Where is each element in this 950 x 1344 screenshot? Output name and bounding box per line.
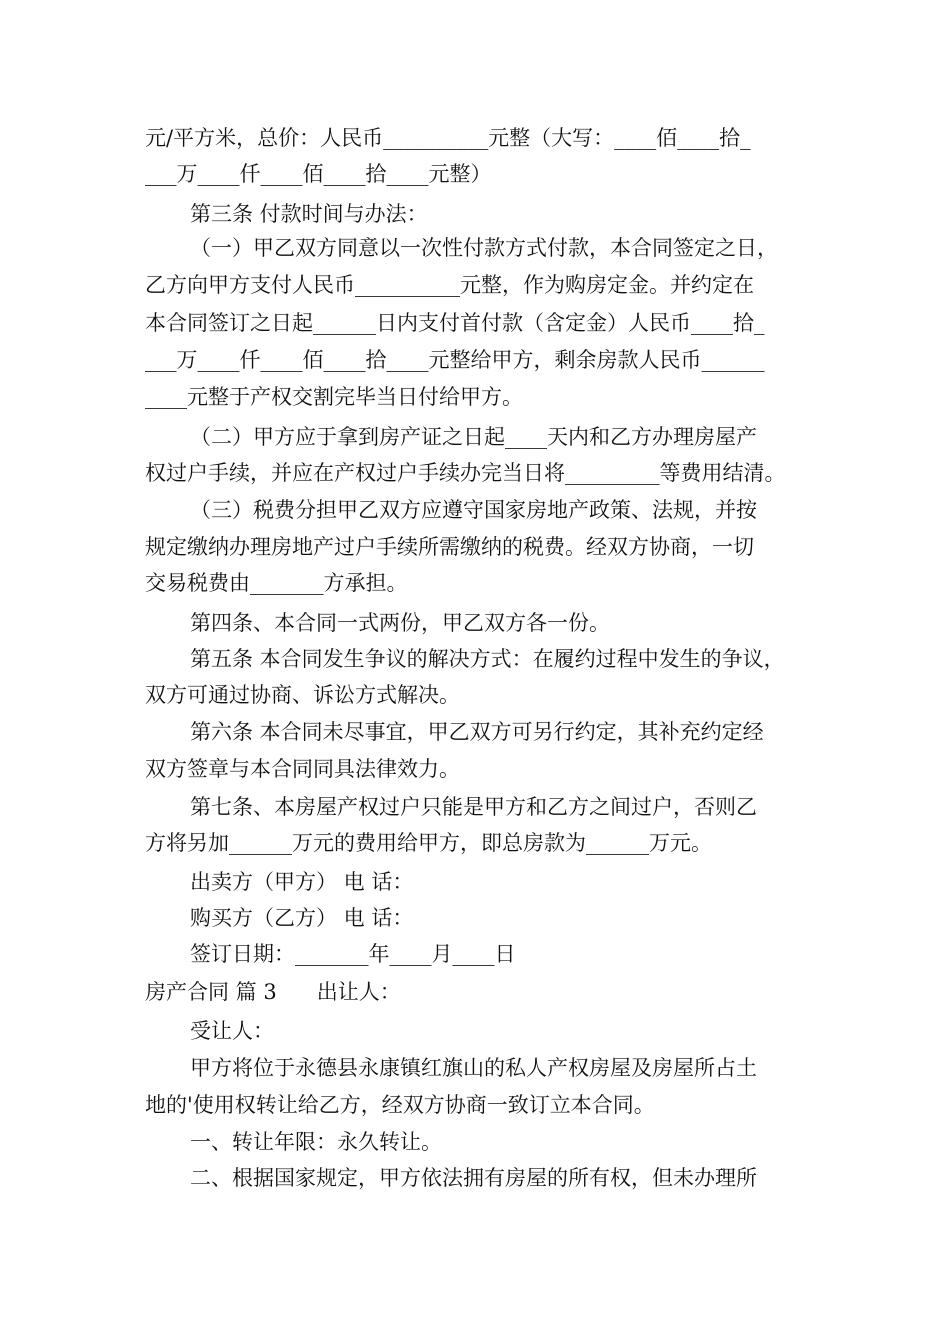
text-line: 甲方将位于永德县永康镇红旗山的私人产权房屋及房屋所占土 — [190, 1056, 757, 1080]
clause-heading: 第五条 本合同发生争议的解决方式：在履约过程中发生的争议， — [190, 647, 785, 671]
seller-signature-line: 出卖方（甲方） 电 话： — [190, 870, 414, 894]
text-line: 规定缴纳办理房地产过户手续所需缴纳的税费。经双方协商，一切 — [145, 535, 754, 559]
text-line: 元/平方米，总价：人民币__________元整（大写：____佰____拾_ — [145, 126, 751, 150]
text-line: ___万____仟____佰____拾____元整给甲方，剩余房款人民币______ — [145, 348, 765, 372]
text-line: 交易税费由_______方承担。 — [145, 571, 408, 595]
assignee-line: 受让人： — [190, 1019, 274, 1043]
text-line: （二）甲方应于拿到房产证之日起____天内和乙方办理房屋产 — [190, 425, 757, 449]
text-line: 方将另加______万元的费用给甲方，即总房款为______万元。 — [145, 831, 712, 855]
clause-heading: 一、转让年限：永久转让。 — [190, 1130, 442, 1154]
section-heading: 房产合同 篇 3 出让人： — [145, 980, 401, 1004]
text-line: 本合同签订之日起______日内支付首付款（含定金）人民币____拾_ — [145, 311, 765, 335]
buyer-signature-line: 购买方（乙方） 电 话： — [190, 906, 414, 930]
text-line: （三）税费分担甲乙双方应遵守国家房地产政策、法规，并按 — [190, 498, 757, 522]
text-line: ____元整于产权交割完毕当日付给甲方。 — [145, 385, 523, 409]
text-line: 双方签章与本合同同具法律效力。 — [145, 757, 460, 781]
text-line: 地的'使用权转让给乙方，经双方协商一致订立本合同。 — [145, 1093, 655, 1117]
text-line: 乙方向甲方支付人民币__________元整，作为购房定金。并约定在 — [145, 273, 754, 297]
clause-heading: 第七条、本房屋产权过户只能是甲方和乙方之间过户，否则乙 — [190, 795, 757, 819]
text-line: ___万____仟____佰____拾____元整） — [145, 162, 492, 186]
clause-heading: 二、根据国家规定，甲方依法拥有房屋的所有权，但未办理所 — [190, 1166, 757, 1190]
clause-heading: 第六条 本合同未尽事宜，甲乙双方可另行约定，其补充约定经 — [190, 720, 764, 744]
text-line: 权过户手续，并应在产权过户手续办完当日将_________等费用结清。 — [145, 461, 786, 485]
text-line: 双方可通过协商、诉讼方式解决。 — [145, 683, 460, 707]
text-line: （一）甲乙双方同意以一次性付款方式付款，本合同签定之日， — [190, 236, 778, 260]
clause-heading: 第三条 付款时间与办法： — [190, 202, 428, 226]
sign-date-line: 签订日期：_______年____月____日 — [190, 942, 516, 966]
clause-heading: 第四条、本合同一式两份，甲乙双方各一份。 — [190, 611, 610, 635]
